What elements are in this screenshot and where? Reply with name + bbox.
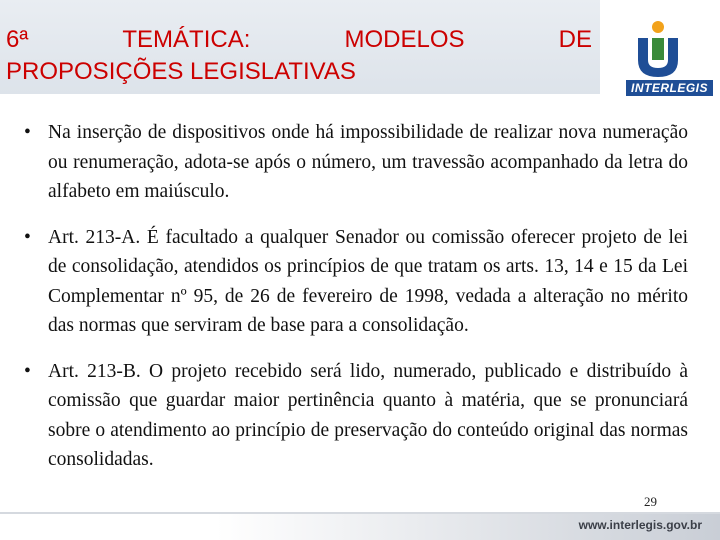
bullet-text: Art. 213-B. O projeto recebido será lido, numerado, publicado e distribuído à comissão que guardar maior pertinência quanto à matéria, que se pronunciará sobre o atendimento ao princípio de preservação do conteúdo original das normas consolidadas. [48,360,688,470]
footer-divider [0,512,720,514]
title-line-1 [6,24,592,56]
bullet-item [24,357,688,475]
slide-header [0,0,720,108]
page-number: 29 [644,494,657,509]
interlegis-logo [618,14,714,100]
slide-title [6,24,592,88]
title-word-tematica: TEMÁTICA: [122,26,251,53]
title-word-modelos: MODELOS [344,26,465,53]
bullet-marker: • [24,226,31,248]
footer-url: www.interlegis.gov.br [578,518,702,532]
bullet-marker: • [24,122,31,143]
slide-body [24,118,688,491]
logo-text: INTERLEGIS [626,80,713,96]
title-word-de: DE [558,26,592,53]
bullet-item [24,223,688,341]
bullet-text: Na inserção de dispositivos onde há impossibilidade de realizar nova numeração ou renumeração, adota-se após o número, um travessão acompanhado da letra do alfabeto em maiúsculo. [48,122,688,202]
title-word-ordinal: 6ª [6,26,29,53]
interlegis-logo-icon [630,20,686,78]
slide-footer [0,512,720,540]
bullet-marker: • [24,360,31,382]
bullet-item [24,118,688,207]
title-line-2: PROPOSIÇÕES LEGISLATIVAS [6,58,356,85]
bullet-text: Art. 213-A. É facultado a qualquer Senador ou comissão oferecer projeto de lei de consolidação, atendidos os princípios de que tratam os arts. 13, 14 e 15 da Lei Complementar nº 95, de 26 de fevereiro de 1998, vedada a alteração no mérito das normas que serviram de base para a consolidação. [48,226,688,336]
